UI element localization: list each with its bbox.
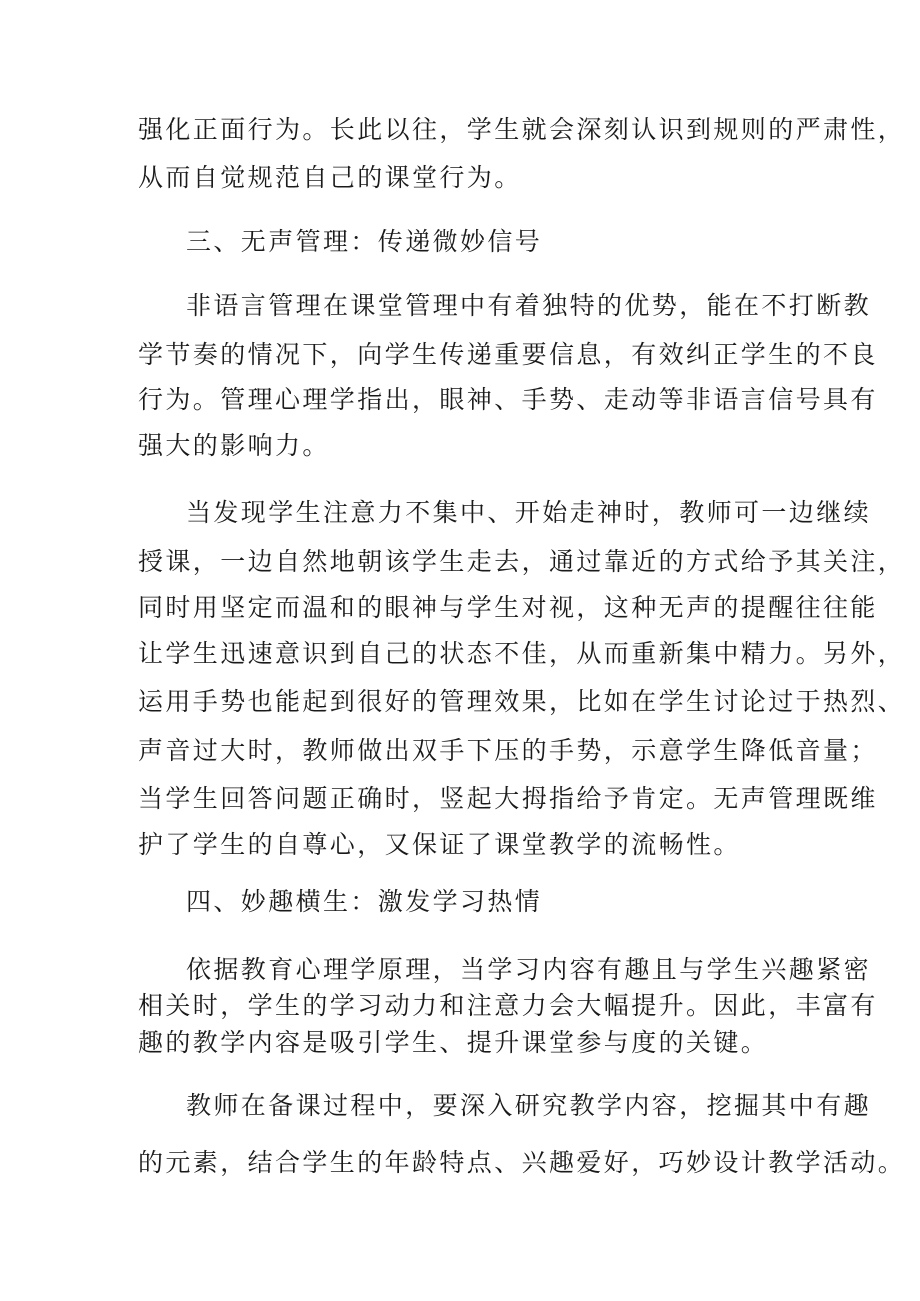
text-line: 趣的教学内容是吸引学生、提升课堂参与度的关键。	[138, 1028, 769, 1057]
text-line: 同时用坚定而温和的眼神与学生对视，这种无声的提醒往往能	[138, 593, 878, 622]
text-line: 让学生迅速意识到自己的状态不佳，从而重新集中精力。另外，	[138, 639, 906, 668]
text-line: 教师在备课过程中，要深入研究教学内容，挖掘其中有趣	[186, 1091, 872, 1120]
text-line: 当发现学生注意力不集中、开始走神时，教师可一边继续	[186, 498, 872, 527]
text-line: 相关时，学生的学习动力和注意力会大幅提升。因此，丰富有	[138, 991, 878, 1020]
section-heading: 四、妙趣横生：激发学习热情	[186, 887, 543, 916]
section-heading: 三、无声管理：传递微妙信号	[186, 227, 543, 256]
text-line: 行为。管理心理学指出，眼神、手势、走动等非语言信号具有	[138, 385, 878, 414]
text-line: 强大的影响力。	[138, 431, 330, 460]
text-line: 学节奏的情况下，向学生传递重要信息，有效纠正学生的不良	[138, 340, 878, 369]
text-line: 的元素，结合学生的年龄特点、兴趣爱好，巧妙设计教学活动。	[138, 1148, 906, 1177]
text-line: 当学生回答问题正确时，竖起大拇指给予肯定。无声管理既维	[138, 784, 878, 813]
text-line: 非语言管理在课堂管理中有着独特的优势，能在不打断教	[186, 291, 872, 320]
text-line: 依据教育心理学原理，当学习内容有趣且与学生兴趣紧密	[186, 955, 872, 984]
text-line: 强化正面行为。长此以往，学生就会深刻认识到规则的严肃性，	[138, 115, 906, 144]
text-line: 从而自觉规范自己的课堂行为。	[138, 163, 522, 192]
text-line: 运用手势也能起到很好的管理效果，比如在学生讨论过于热烈、	[138, 687, 906, 716]
text-line: 授课，一边自然地朝该学生走去，通过靠近的方式给予其关注，	[138, 547, 906, 576]
text-line: 护了学生的自尊心，又保证了课堂教学的流畅性。	[138, 830, 741, 859]
text-line: 声音过大时，教师做出双手下压的手势，示意学生降低音量；	[138, 736, 878, 765]
